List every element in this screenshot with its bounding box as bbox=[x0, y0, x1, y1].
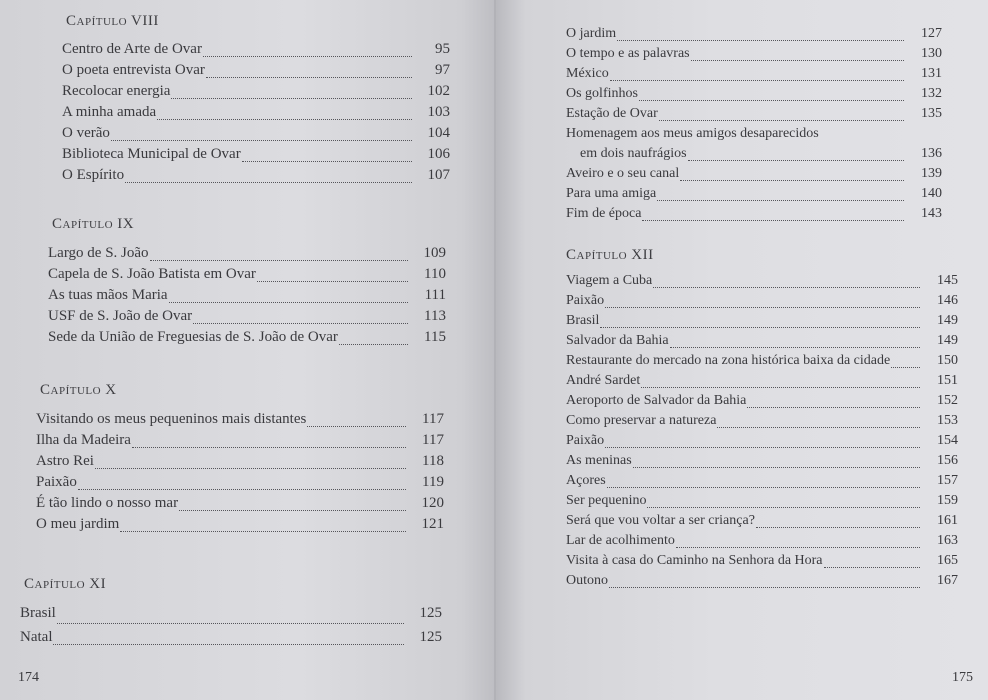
toc-entry-page: 117 bbox=[422, 432, 444, 448]
toc-entry[interactable] bbox=[566, 453, 958, 473]
toc-entry-page: 139 bbox=[921, 166, 942, 181]
dot-leader bbox=[747, 407, 920, 408]
dot-leader bbox=[193, 323, 408, 324]
chapter-heading: Capítulo X bbox=[40, 382, 117, 398]
toc-entry[interactable] bbox=[36, 516, 444, 537]
dot-leader bbox=[691, 60, 904, 61]
toc-entry[interactable] bbox=[566, 393, 958, 413]
toc-entry[interactable] bbox=[48, 245, 446, 266]
dot-leader bbox=[688, 160, 904, 161]
toc-entry[interactable] bbox=[566, 573, 958, 593]
toc-entry-page: 110 bbox=[424, 266, 446, 282]
dot-leader bbox=[600, 327, 920, 328]
toc-entry-title: Ilha da Madeira bbox=[36, 432, 131, 448]
dot-leader bbox=[53, 644, 404, 645]
toc-entry-title: Visitando os meus pequeninos mais distantes bbox=[36, 411, 307, 427]
toc-entry[interactable] bbox=[48, 266, 446, 287]
toc-entry-title: Brasil bbox=[20, 605, 56, 621]
dot-leader bbox=[307, 426, 406, 427]
toc-entry-page: 97 bbox=[435, 62, 450, 78]
dot-leader bbox=[57, 623, 404, 624]
toc-entry-page: 106 bbox=[427, 146, 450, 162]
toc-entry[interactable] bbox=[20, 629, 442, 650]
toc-entry-title: Largo de S. João bbox=[48, 245, 149, 261]
toc-entry-title: O meu jardim bbox=[36, 516, 120, 532]
toc-entry-page: 149 bbox=[937, 313, 958, 328]
toc-entry-page: 102 bbox=[427, 83, 450, 99]
dot-leader bbox=[680, 180, 904, 181]
toc-entry-page: 154 bbox=[937, 433, 958, 448]
toc-entry-title: Brasil bbox=[566, 313, 600, 328]
toc-entry-title: Açores bbox=[566, 473, 606, 488]
toc-entry[interactable] bbox=[566, 86, 942, 106]
toc-entry[interactable] bbox=[566, 473, 958, 493]
dot-leader bbox=[171, 98, 412, 99]
toc-entry-page: 167 bbox=[937, 573, 958, 588]
toc-entry-title: Natal bbox=[20, 629, 53, 645]
toc-entry-title: Fim de época bbox=[566, 206, 642, 221]
toc-entry-title: Os golfinhos bbox=[566, 86, 638, 101]
toc-entry-page: 130 bbox=[921, 46, 942, 61]
dot-leader bbox=[169, 302, 408, 303]
toc-entry[interactable] bbox=[62, 41, 450, 62]
dot-leader bbox=[891, 367, 920, 368]
toc-entry-page: 107 bbox=[427, 167, 450, 183]
toc-entry[interactable] bbox=[48, 329, 446, 350]
toc-entry-title: Para uma amiga bbox=[566, 186, 657, 201]
toc-entry[interactable] bbox=[36, 432, 444, 453]
chapter-heading: Capítulo VIII bbox=[66, 13, 159, 29]
dot-leader bbox=[824, 567, 920, 568]
toc-list bbox=[566, 273, 958, 593]
toc-entry-title: Ser pequenino bbox=[566, 493, 647, 508]
dot-leader bbox=[132, 447, 406, 448]
toc-list bbox=[36, 411, 444, 537]
chapter-heading: Capítulo XII bbox=[566, 247, 654, 263]
dot-leader bbox=[717, 427, 920, 428]
toc-entry-page: 136 bbox=[921, 146, 942, 161]
toc-entry-title: O jardim bbox=[566, 26, 617, 41]
toc-entry[interactable] bbox=[36, 495, 444, 516]
dot-leader bbox=[111, 140, 412, 141]
toc-entry-page: 118 bbox=[422, 453, 444, 469]
toc-entry-title: Visita à casa do Caminho na Senhora da Hora bbox=[566, 553, 823, 568]
page-number: 175 bbox=[952, 670, 973, 685]
toc-entry-page: 95 bbox=[435, 41, 450, 57]
toc-entry-title: Centro de Arte de Ovar bbox=[62, 41, 202, 57]
toc-entry-title: O poeta entrevista Ovar bbox=[62, 62, 205, 78]
toc-entry[interactable] bbox=[566, 373, 958, 393]
toc-entry-title: É tão lindo o nosso mar bbox=[36, 495, 179, 511]
toc-entry-page: 132 bbox=[921, 86, 942, 101]
toc-entry[interactable] bbox=[566, 106, 942, 126]
toc-entry-title: Recolocar energia bbox=[62, 83, 171, 99]
toc-entry-title: As tuas mãos Maria bbox=[48, 287, 168, 303]
dot-leader bbox=[78, 489, 406, 490]
dot-leader bbox=[657, 200, 904, 201]
dot-leader bbox=[676, 547, 920, 548]
toc-entry-page: 111 bbox=[424, 287, 446, 303]
toc-entry-page: 135 bbox=[921, 106, 942, 121]
toc-entry[interactable] bbox=[566, 273, 958, 293]
toc-entry-page: 163 bbox=[937, 533, 958, 548]
toc-entry-title: Paixão bbox=[566, 293, 605, 308]
toc-entry[interactable] bbox=[62, 83, 450, 104]
toc-entry-title-cont: em dois naufrágios bbox=[580, 146, 687, 161]
dot-leader bbox=[605, 307, 920, 308]
toc-entry[interactable] bbox=[48, 287, 446, 308]
toc-entry-title: Será que vou voltar a ser criança? bbox=[566, 513, 755, 528]
toc-entry[interactable] bbox=[62, 167, 450, 188]
toc-entry-page: 145 bbox=[937, 273, 958, 288]
toc-entry-title: Lar de acolhimento bbox=[566, 533, 675, 548]
toc-entry-page: 103 bbox=[427, 104, 450, 120]
toc-entry[interactable] bbox=[566, 66, 942, 86]
toc-entry-title: Capela de S. João Batista em Ovar bbox=[48, 266, 256, 282]
toc-list bbox=[62, 41, 450, 188]
toc-entry-page: 165 bbox=[937, 553, 958, 568]
toc-entry-page: 140 bbox=[921, 186, 942, 201]
toc-entry-page: 127 bbox=[921, 26, 942, 41]
dot-leader bbox=[125, 182, 412, 183]
toc-entry-page: 152 bbox=[937, 393, 958, 408]
toc-entry-title: Estação de Ovar bbox=[566, 106, 658, 121]
dot-leader bbox=[120, 531, 406, 532]
toc-entry[interactable] bbox=[566, 313, 958, 333]
toc-entry[interactable] bbox=[566, 513, 958, 533]
right-page bbox=[496, 0, 988, 700]
toc-entry-page: 151 bbox=[937, 373, 958, 388]
toc-entry[interactable] bbox=[566, 186, 942, 206]
dot-leader bbox=[659, 120, 904, 121]
toc-list bbox=[48, 245, 446, 350]
toc-entry-title: Astro Rei bbox=[36, 453, 94, 469]
toc-entry[interactable] bbox=[36, 411, 444, 432]
toc-entry[interactable] bbox=[566, 293, 958, 313]
toc-entry[interactable] bbox=[62, 125, 450, 146]
toc-entry-page: 125 bbox=[419, 629, 442, 645]
toc-entry[interactable] bbox=[20, 605, 442, 629]
dot-leader bbox=[179, 510, 406, 511]
toc-entry-title: Viagem a Cuba bbox=[566, 273, 653, 288]
dot-leader bbox=[95, 468, 406, 469]
toc-entry[interactable] bbox=[566, 433, 958, 453]
dot-leader bbox=[633, 467, 920, 468]
dot-leader bbox=[641, 387, 920, 388]
toc-entry-page: 109 bbox=[423, 245, 446, 261]
toc-entry[interactable] bbox=[48, 308, 446, 329]
toc-entry-page: 121 bbox=[421, 516, 444, 532]
page-number: 174 bbox=[18, 670, 39, 685]
dot-leader bbox=[607, 487, 920, 488]
toc-entry-title: Aveiro e o seu canal bbox=[566, 166, 680, 181]
dot-leader bbox=[647, 507, 920, 508]
toc-entry-page: 157 bbox=[937, 473, 958, 488]
toc-entry[interactable] bbox=[566, 353, 958, 373]
toc-entry[interactable] bbox=[566, 46, 942, 66]
toc-entry-page: 104 bbox=[427, 125, 450, 141]
toc-entry-title: Homenagem aos meus amigos desaparecidos bbox=[566, 126, 819, 141]
toc-entry-page: 117 bbox=[422, 411, 444, 427]
dot-leader bbox=[203, 56, 412, 57]
dot-leader bbox=[150, 260, 408, 261]
toc-entry-page: 161 bbox=[937, 513, 958, 528]
toc-entry-title: USF de S. João de Ovar bbox=[48, 308, 193, 324]
dot-leader bbox=[642, 220, 904, 221]
toc-entry[interactable] bbox=[566, 333, 958, 353]
toc-entry-page: 143 bbox=[921, 206, 942, 221]
dot-leader bbox=[605, 447, 920, 448]
chapter-heading: Capítulo IX bbox=[52, 216, 135, 232]
toc-entry[interactable] bbox=[36, 474, 444, 495]
dot-leader bbox=[242, 161, 412, 162]
toc-entry-title: Aeroporto de Salvador da Bahia bbox=[566, 393, 747, 408]
dot-leader bbox=[610, 80, 904, 81]
toc-entry-page: 150 bbox=[937, 353, 958, 368]
toc-entry-continuation[interactable] bbox=[566, 146, 942, 166]
toc-entry-page: 119 bbox=[422, 474, 444, 490]
toc-entry[interactable] bbox=[62, 146, 450, 167]
toc-entry[interactable] bbox=[62, 62, 450, 83]
toc-entry-title: Sede da União de Freguesias de S. João de Ovar bbox=[48, 329, 338, 345]
toc-entry-page: 146 bbox=[937, 293, 958, 308]
toc-entry[interactable] bbox=[62, 104, 450, 125]
dot-leader bbox=[157, 119, 412, 120]
toc-entry-page: 120 bbox=[421, 495, 444, 511]
toc-entry-page: 149 bbox=[937, 333, 958, 348]
toc-list bbox=[566, 26, 942, 226]
dot-leader bbox=[206, 77, 412, 78]
toc-entry-page: 125 bbox=[419, 605, 442, 621]
toc-entry-page: 131 bbox=[921, 66, 942, 81]
dot-leader bbox=[617, 40, 904, 41]
toc-entry-title: A minha amada bbox=[62, 104, 157, 120]
toc-entry-page: 156 bbox=[937, 453, 958, 468]
toc-entry-title: O verão bbox=[62, 125, 110, 141]
toc-entry-page: 159 bbox=[937, 493, 958, 508]
dot-leader bbox=[670, 347, 920, 348]
toc-entry[interactable] bbox=[566, 493, 958, 513]
dot-leader bbox=[639, 100, 904, 101]
dot-leader bbox=[339, 344, 408, 345]
toc-entry[interactable] bbox=[566, 206, 942, 226]
toc-entry[interactable] bbox=[566, 533, 958, 553]
dot-leader bbox=[653, 287, 920, 288]
toc-entry-page: 115 bbox=[424, 329, 446, 345]
toc-entry-title: O Espírito bbox=[62, 167, 125, 183]
dot-leader bbox=[756, 527, 920, 528]
toc-entry[interactable] bbox=[36, 453, 444, 474]
toc-entry-title: Paixão bbox=[36, 474, 77, 490]
toc-entry-title: Restaurante do mercado na zona histórica baixa da cidade bbox=[566, 353, 891, 368]
toc-entry-title: André Sardet bbox=[566, 373, 641, 388]
toc-entry[interactable] bbox=[566, 166, 942, 186]
toc-entry-page: 153 bbox=[937, 413, 958, 428]
toc-entry[interactable] bbox=[566, 26, 942, 46]
chapter-heading: Capítulo XI bbox=[24, 576, 107, 592]
toc-entry-title: Como preservar a natureza bbox=[566, 413, 717, 428]
toc-entry-title: Paixão bbox=[566, 433, 605, 448]
toc-entry-title: Outono bbox=[566, 573, 608, 588]
toc-entry[interactable] bbox=[566, 553, 958, 573]
toc-entry-title: O tempo e as palavras bbox=[566, 46, 690, 61]
toc-entry-page: 113 bbox=[424, 308, 446, 324]
toc-entry[interactable] bbox=[566, 413, 958, 433]
toc-entry-title: México bbox=[566, 66, 609, 81]
dot-leader bbox=[257, 281, 408, 282]
toc-entry[interactable] bbox=[566, 126, 942, 146]
toc-list bbox=[20, 605, 442, 650]
toc-entry-title: Biblioteca Municipal de Ovar bbox=[62, 146, 241, 162]
toc-entry-title: As meninas bbox=[566, 453, 632, 468]
toc-entry-title: Salvador da Bahia bbox=[566, 333, 669, 348]
dot-leader bbox=[609, 587, 920, 588]
